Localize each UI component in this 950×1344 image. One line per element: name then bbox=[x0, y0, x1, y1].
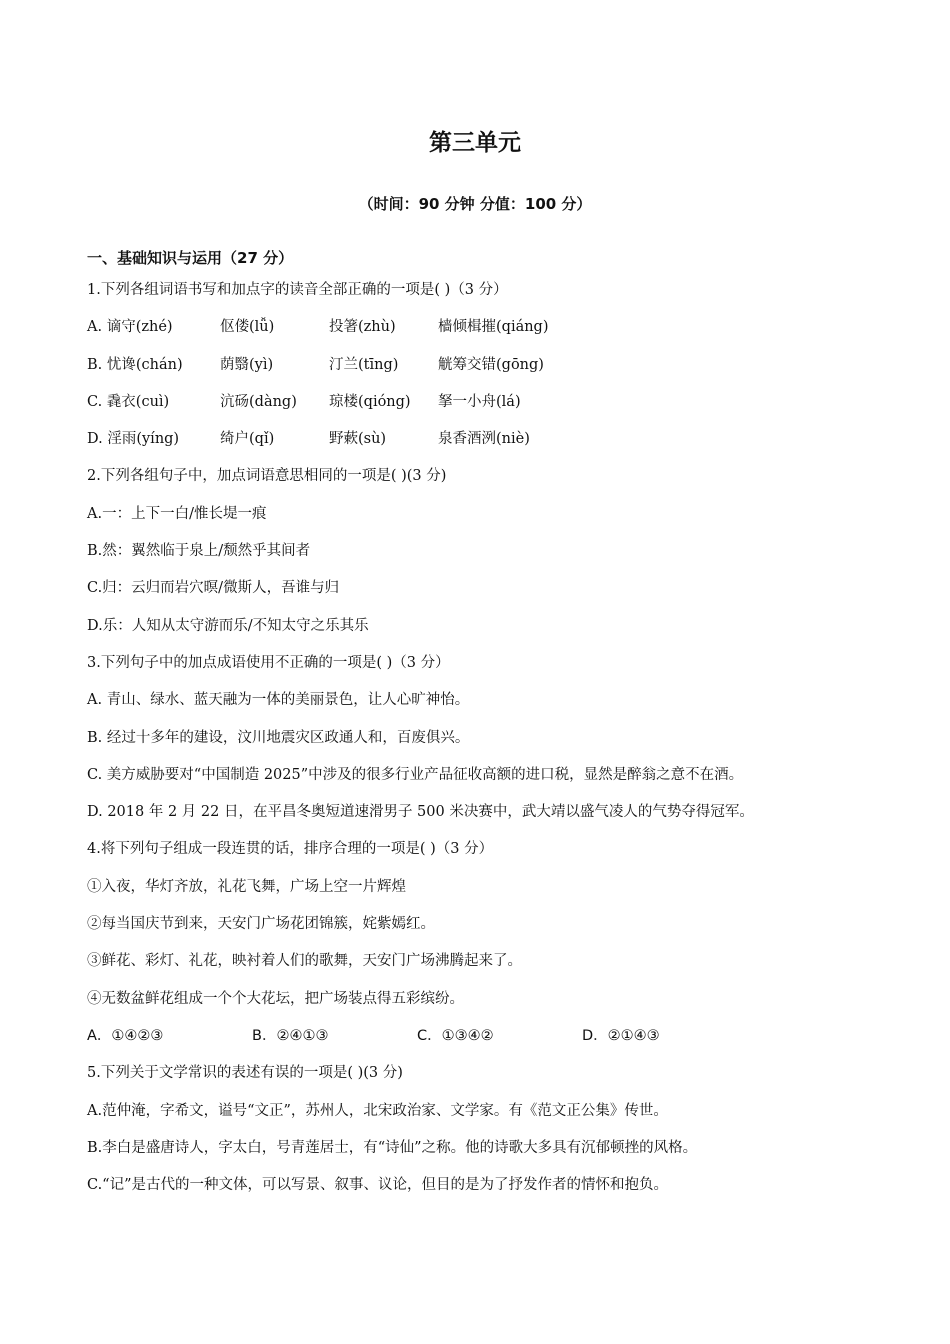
question-4-sentence-4: ④无数盆鲜花组成一个个大花坛，把广场装点得五彩缤纷。 bbox=[87, 990, 464, 1007]
question-3-stem: 3.下列句子中的加点成语使用不正确的一项是( )（3 分） bbox=[87, 654, 450, 671]
option-item: 荫翳(yì) bbox=[220, 356, 274, 373]
question-2-option-c: C.归：云归而岩穴暝/微斯人，吾谁与归 bbox=[87, 580, 340, 597]
option-item: 伛偻(lǚ) bbox=[220, 319, 275, 336]
question-list bbox=[87, 272, 887, 1204]
option-item: 沆砀(dàng) bbox=[220, 393, 297, 410]
question-5-stem: 5.下列关于文学常识的表述有误的一项是( )(3 分) bbox=[87, 1065, 403, 1082]
question-1-option-a bbox=[87, 309, 887, 346]
question-3-option-d: D. 2018 年 2 月 22 日，在平昌冬奥短道速滑男子 500 米决赛中，武大靖以盛气凌人的气势夺得冠军。 bbox=[87, 804, 754, 821]
question-5-option-a: A.范仲淹，字希文，谥号“文正”，苏州人，北宋政治家、文学家。有《范文正公集》传世。 bbox=[87, 1102, 668, 1119]
question-5-option-c: C.“记”是古代的一种文体，可以写景、叙事、议论，但目的是为了抒发作者的情怀和抱负。 bbox=[87, 1177, 669, 1194]
page-title: 第三单元 bbox=[429, 130, 521, 156]
question-1-option-c bbox=[87, 384, 887, 421]
question-2-option-a: A.一：上下一白/惟长堤一痕 bbox=[87, 505, 267, 522]
question-4-stem: 4.将下列句子组成一段连贯的话，排序合理的一项是( )（3 分） bbox=[87, 841, 494, 858]
question-2-option-b: B.然：翼然临于泉上/颓然乎其间者 bbox=[87, 543, 311, 560]
question-5-option-b: B.李白是盛唐诗人，字太白，号青莲居士，有“诗仙”之称。他的诗歌大多具有沉郁顿挫的风格。 bbox=[87, 1139, 698, 1156]
question-3-option-a: A. 青山、绿水、蓝天融为一体的美丽景色，让人心旷神怡。 bbox=[87, 692, 470, 709]
option-item: 野蔌(sù) bbox=[329, 431, 387, 448]
question-4-sentence-1: ①入夜，华灯齐放，礼花飞舞，广场上空一片辉煌 bbox=[87, 878, 406, 895]
question-4-choices bbox=[87, 1018, 887, 1055]
choice-a: A．①④②③ bbox=[87, 1027, 164, 1044]
question-4-sentence-3: ③鲜花、彩灯、礼花，映衬着人们的歌舞，天安门广场沸腾起来了。 bbox=[87, 953, 522, 970]
option-item: C. 毳衣(cuì) bbox=[87, 393, 170, 410]
choice-c: C．①③④② bbox=[417, 1027, 494, 1044]
question-3-option-c: C. 美方威胁要对“中国制造 2025”中涉及的很多行业产品征收高额的进口税，显然是醉翁之意不在酒。 bbox=[87, 766, 744, 783]
question-2-stem: 2.下列各组句子中，加点词语意思相同的一项是( )(3 分) bbox=[87, 468, 447, 485]
exam-info: （时间：90 分钟 分值：100 分） bbox=[358, 195, 592, 213]
option-item: 拏一小舟(lá) bbox=[438, 393, 521, 410]
question-3-option-b: B. 经过十多年的建设，汶川地震灾区政通人和，百废俱兴。 bbox=[87, 729, 470, 746]
option-item: 绮户(qǐ) bbox=[220, 431, 275, 448]
option-item: B. 忧谗(chán) bbox=[87, 356, 183, 373]
option-item: 投箸(zhù) bbox=[329, 319, 396, 336]
section-heading: 一、基础知识与运用（27 分） bbox=[87, 249, 294, 267]
option-item: D. 淫雨(yíng) bbox=[87, 431, 180, 448]
question-1-option-d bbox=[87, 421, 887, 458]
question-2-option-d: D.乐：人知从太守游而乐/不知太守之乐其乐 bbox=[87, 617, 369, 634]
question-1-option-b bbox=[87, 347, 887, 384]
option-item: 樯倾楫摧(qiáng) bbox=[438, 319, 549, 336]
option-item: 琼楼(qióng) bbox=[329, 393, 411, 410]
question-4-sentence-2: ②每当国庆节到来，天安门广场花团锦簇，姹紫嫣红。 bbox=[87, 916, 435, 933]
choice-b: B．②④①③ bbox=[252, 1027, 329, 1044]
option-item: 泉香酒洌(niè) bbox=[438, 431, 530, 448]
option-item: 觥筹交错(gōng) bbox=[438, 356, 544, 373]
question-1-stem: 1.下列各组词语书写和加点字的读音全部正确的一项是( )（3 分） bbox=[87, 282, 508, 298]
choice-d: D．②①④③ bbox=[582, 1027, 660, 1044]
option-item: A. 谪守(zhé) bbox=[87, 319, 173, 336]
option-item: 汀兰(tīng) bbox=[329, 356, 399, 373]
